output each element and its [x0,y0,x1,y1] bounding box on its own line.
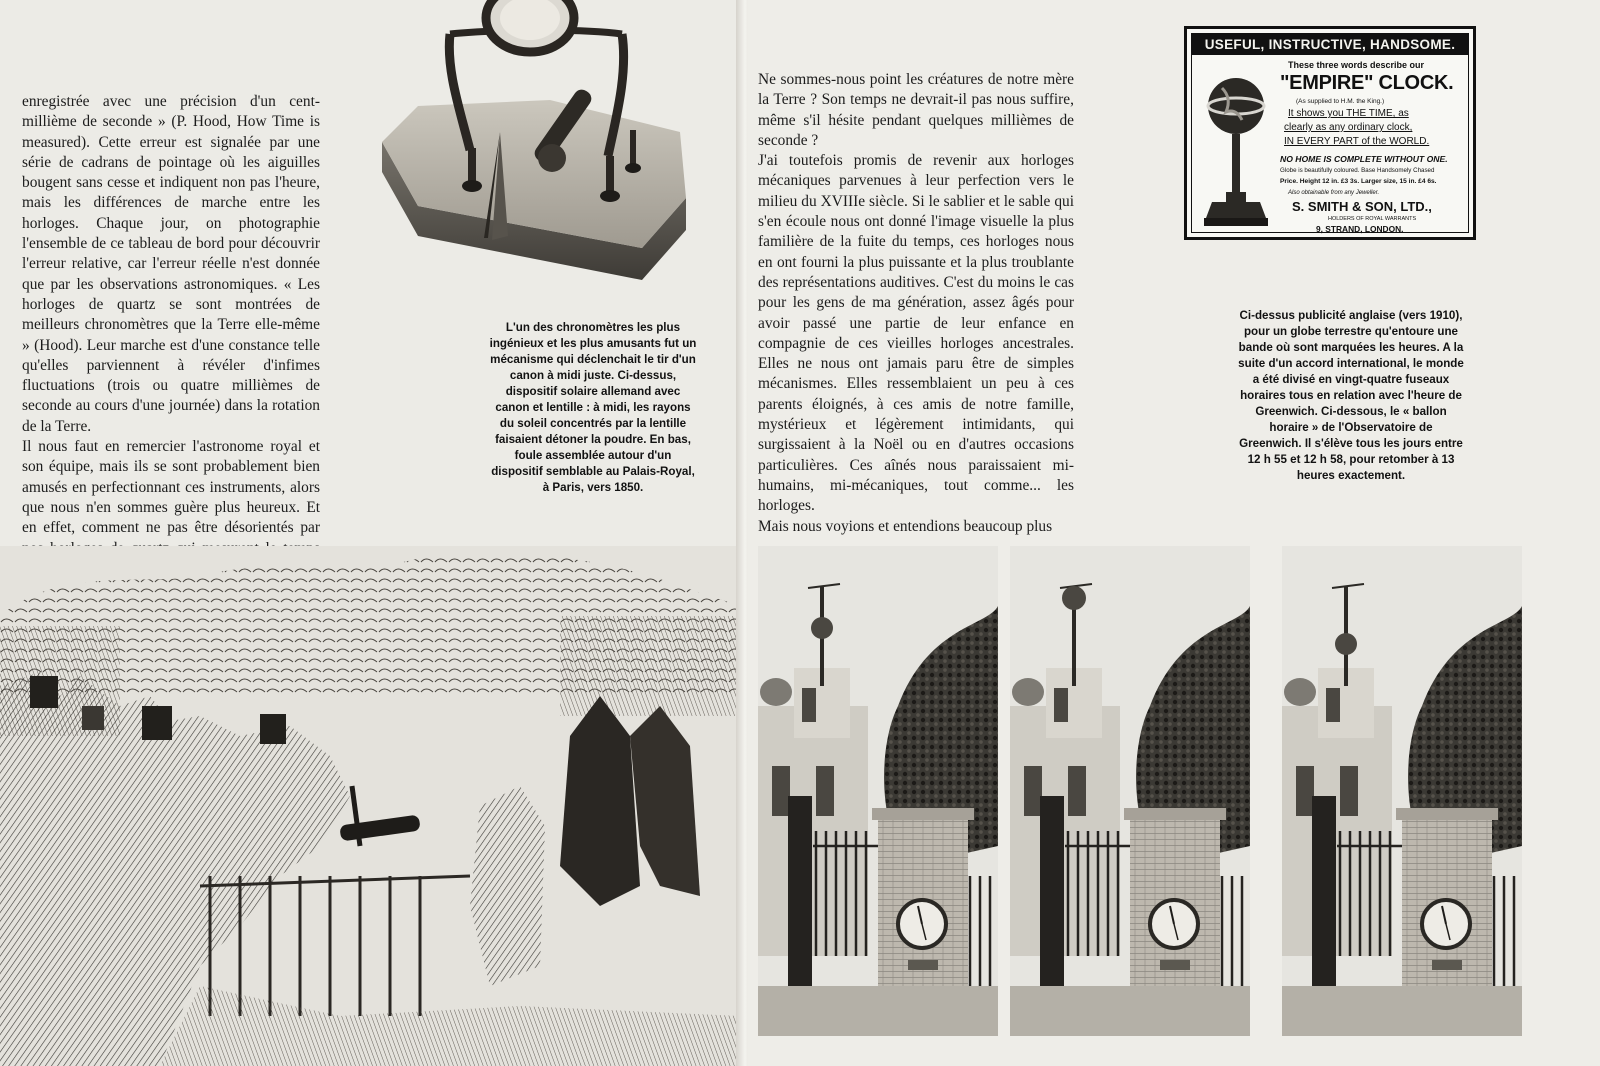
ad-price: Price. Height 12 in. £3 3s. Larger size, 15 in. £4 6s. [1280,178,1437,185]
ad-globe-line: Globe is beautifully coloured. Base Handsomely Chased [1280,167,1435,174]
noon-cannon-engraving [0,546,740,1066]
right-paragraph-2: J'ai toutefois promis de revenir aux horloges mécaniques parvenues à leur perfection vers le milieu du XVIIIe siècle. Si le sablier et le sable qui s'en écoule nous ont donné l'image visuelle la plus familière de la fuite du temps, ces horloges nous en ont fourni la plus puissante et la plus troublante des représentations auditives. C'est du moins le cas pour les gens de ma génération, assez âgés pour avoir passé une partie de leur enfance en compagnie de ces vieilles horloges ancestrales. Elles ne nous ont jamais paru être de simples mécanismes. Elles ressemblaient un peu à ces parents éloignés, à ces amis de notre famille, mystérieux et légèrement intimidants, qui surgissaient à la Noël ou en d'autres occasions particulières. Ces aînés nous paraissaient mi-humains, mi-mécaniques, tout comme... les horloges. [758,152,1074,515]
left-paragraph-2: Il nous faut en remercier l'astronome royal et son équipe, mais ils se sont probablement bien amusés en perfectionnant ces instruments, alors que nous n'en sommes guère plus heureux. Et en effet, comment ne pas être désorientés par [22,438,320,537]
ad-header: USEFUL, INSTRUCTIVE, HANDSOME. [1192,34,1468,55]
right-paragraph-1: Ne sommes-nous point les créatures de notre mère la Terre ? Son temps ne devrait-il pas nous suffire, même s'il hésite pendant quelques millièmes de seconde ? [758,71,1074,149]
ad-shows-3: IN EVERY PART of the WORLD. [1284,136,1430,147]
advertisement-frame [1191,33,1469,233]
ad-intro: These three words describe our [1288,60,1425,70]
sundial-cannon-photo [380,0,710,296]
ad-no-home: NO HOME IS COMPLETE WITHOUT ONE. [1280,154,1448,164]
left-caption: L'un des chronomètres les plus ingénieux et les plus amusants fut un mécanisme qui déclenchait le tir d'un canon à midi juste. Ci-dessus, dispositif solaire allemand avec canon et lentille : à midi, les rayons du soleil concentrés par la lentille faisaient détoner la poudre. En bas, foule assemblée autour d'un dispositif semblable au Palais-Royal, à Paris, vers 1850. [489,321,697,494]
left-paragraph-1: enregistrée avec une précision d'un cent-millième de seconde » (P. Hood, How Time is measured). Cette erreur est signalée par une série de cadrans de pointage où les aiguilles bougent sans cesse et indiquent non pas l'heure, mais les différences de marche entre les horloges. Chaque jour, on photographie l'ensemble de ce tableau de bord pour découvrir l'erreur relative, car l'erreur réelle n'est donnée que par les observations astronomiques. « Les horloges de quartz se sont montrées de meilleurs chronomètres que la Terre elle-même » (Hood). Leur marche est d'une constance telle qu'elles parviennent à révéler d'infimes fluctuations (trois ou quatre millièmes de seconde au cours d'une journée) dans la rotation de la Terre. [22,93,320,435]
left-page [0,0,742,1066]
ad-product: "EMPIRE" CLOCK. [1280,72,1454,94]
ad-address: 9, STRAND, LONDON. [1316,224,1404,234]
ad-warrants: HOLDERS OF ROYAL WARRANTS [1328,216,1417,222]
right-body-text [758,70,1074,537]
right-paragraph-3: Mais nous voyions et entendions beaucoup plus [758,517,1053,535]
ad-shows-2: clearly as any ordinary clock, [1284,122,1413,133]
globe-clock-illustration [1200,66,1272,238]
ad-firm: S. SMITH & SON, LTD., [1292,199,1432,214]
ad-supplied: (As supplied to H.M. the King.) [1296,98,1385,105]
ad-obtainable: Also obtainable from any Jeweller. [1288,190,1380,196]
empire-clock-advertisement [1184,26,1476,240]
left-body-text [22,92,320,620]
ad-shows-1: It shows you THE TIME, as [1288,108,1409,119]
greenwich-time-ball-photos [758,546,1528,1036]
right-caption: Ci-dessus publicité anglaise (vers 1910), pour un globe terrestre qu'entoure une bande où sont marquées les heures. A la suite d'un accord international, le monde a été divisé en vingt-quatre fuseaux horaires tous en relation avec l'heure de Greenwich. Ci-dessous, le « ballon horaire » de l'Observatoire de Greenwich. Il s'élève tous les jours entre 12 h 55 et 12 h 58, pour retomber à 13 heures exactement. [1238,309,1464,482]
